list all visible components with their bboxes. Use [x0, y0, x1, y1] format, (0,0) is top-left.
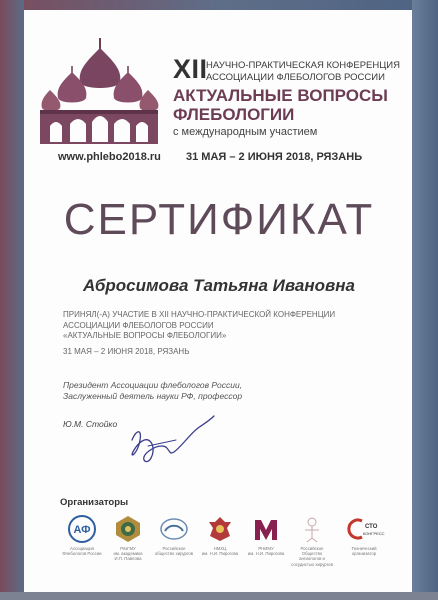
svg-text:СТО: СТО [365, 524, 378, 530]
organizer-rzgmu [106, 514, 150, 562]
caption-line: им. академика [113, 551, 143, 557]
organizers-label: Организаторы [60, 497, 129, 508]
caption-line: ангиологов и сосудистых хирургов [291, 556, 333, 567]
recipient-name: Абросимова Татьяна Ивановна [82, 276, 356, 295]
caption-line: И.П. Павлова [114, 556, 142, 562]
signer-name: Ю.М. Стойко [63, 419, 118, 429]
nmhc-emblem-icon [205, 514, 235, 544]
certificate-heading: СЕРТИФИКАТ [63, 195, 375, 244]
participation-line2: АССОЦИАЦИИ ФЛЕБОЛОГОВ РОССИИ [63, 320, 214, 330]
caption-line: Общество [301, 551, 323, 557]
caption-line: Технический [351, 546, 377, 551]
organizer-afr [60, 514, 104, 556]
frame-bottom-border [0, 592, 438, 600]
frame-left-border [0, 0, 24, 600]
organizer-angiology [290, 514, 334, 567]
conference-subtitle-line2: АССОЦИАЦИИ ФЛЕБОЛОГОВ РОССИИ [206, 72, 385, 83]
caption-line: Флебологов России [62, 551, 102, 557]
caption-line: им. Н.И. Пирогова [201, 551, 239, 557]
organizer-caption [342, 546, 386, 556]
organizer-sto-congress [342, 514, 386, 556]
surgeons-society-icon [159, 514, 189, 544]
conference-title-line1: АКТУАЛЬНЫЕ ВОПРОСЫ [173, 86, 388, 105]
organizer-caption [106, 546, 150, 562]
organizer-caption [244, 546, 288, 556]
organizer-caption [60, 546, 104, 556]
handwritten-signature [118, 410, 218, 472]
svg-text:КОНГРЕСС: КОНГРЕСС [363, 531, 385, 536]
caption-line: Российское [300, 546, 324, 551]
caption-line: РязГМУ [120, 546, 136, 551]
organizer-caption [152, 546, 196, 556]
afr-logo-icon [67, 514, 97, 544]
organizer-surgeons [152, 514, 196, 556]
international-participation: с международным участием [173, 126, 318, 138]
president-title [63, 380, 363, 402]
organizer-caption [290, 546, 334, 567]
organizer-nmhc [198, 514, 242, 556]
caption-line: им. Н.И. Пирогова [247, 551, 285, 557]
caption-line: РНИМУ [258, 546, 274, 551]
sto-congress-icon [349, 514, 385, 544]
president-line2: Заслуженный деятель науки РФ, профессор [63, 391, 243, 401]
organizer-caption [198, 546, 242, 556]
svg-text:АФ: АФ [73, 524, 91, 536]
conference-number: XII [173, 54, 208, 84]
caption-line: Ассоциация [69, 546, 95, 551]
church-domes-logo-icon [36, 36, 160, 146]
participation-line1: ПРИНЯЛ(-А) УЧАСТИЕ В XII НАУЧНО-ПРАКТИЧЕСКОЙ КОНФЕРЕНЦИИ [63, 310, 336, 319]
organizer-rniimu [244, 514, 288, 556]
participation-line3: «АКТУАЛЬНЫЕ ВОПРОСЫ ФЛЕБОЛОГИИ» [63, 331, 227, 340]
conference-subtitle-line1: НАУЧНО-ПРАКТИЧЕСКАЯ КОНФЕРЕНЦИЯ [206, 60, 400, 71]
angiology-society-icon [297, 514, 327, 544]
frame-top-border [0, 0, 438, 10]
conference-title-line2: ФЛЕБОЛОГИИ [173, 105, 295, 124]
rniimu-logo-icon [251, 514, 281, 544]
president-line1: Президент Ассоциации флебологов России, [63, 380, 243, 390]
caption-line: организатор [351, 551, 377, 557]
caption-line: общество хирургов [154, 551, 194, 557]
caption-line: Российское [162, 546, 186, 551]
frame-right-border [412, 0, 438, 600]
caption-line: НМХЦ [213, 546, 227, 551]
rzgmu-emblem-icon [113, 514, 143, 544]
conference-website: www.phlebo2018.ru [58, 151, 161, 163]
event-date: 31 МАЯ – 2 ИЮНЯ 2018, РЯЗАНЬ [63, 347, 190, 356]
participation-text [63, 310, 373, 342]
conference-dates: 31 МАЯ – 2 ИЮНЯ 2018, РЯЗАНЬ [186, 151, 363, 163]
